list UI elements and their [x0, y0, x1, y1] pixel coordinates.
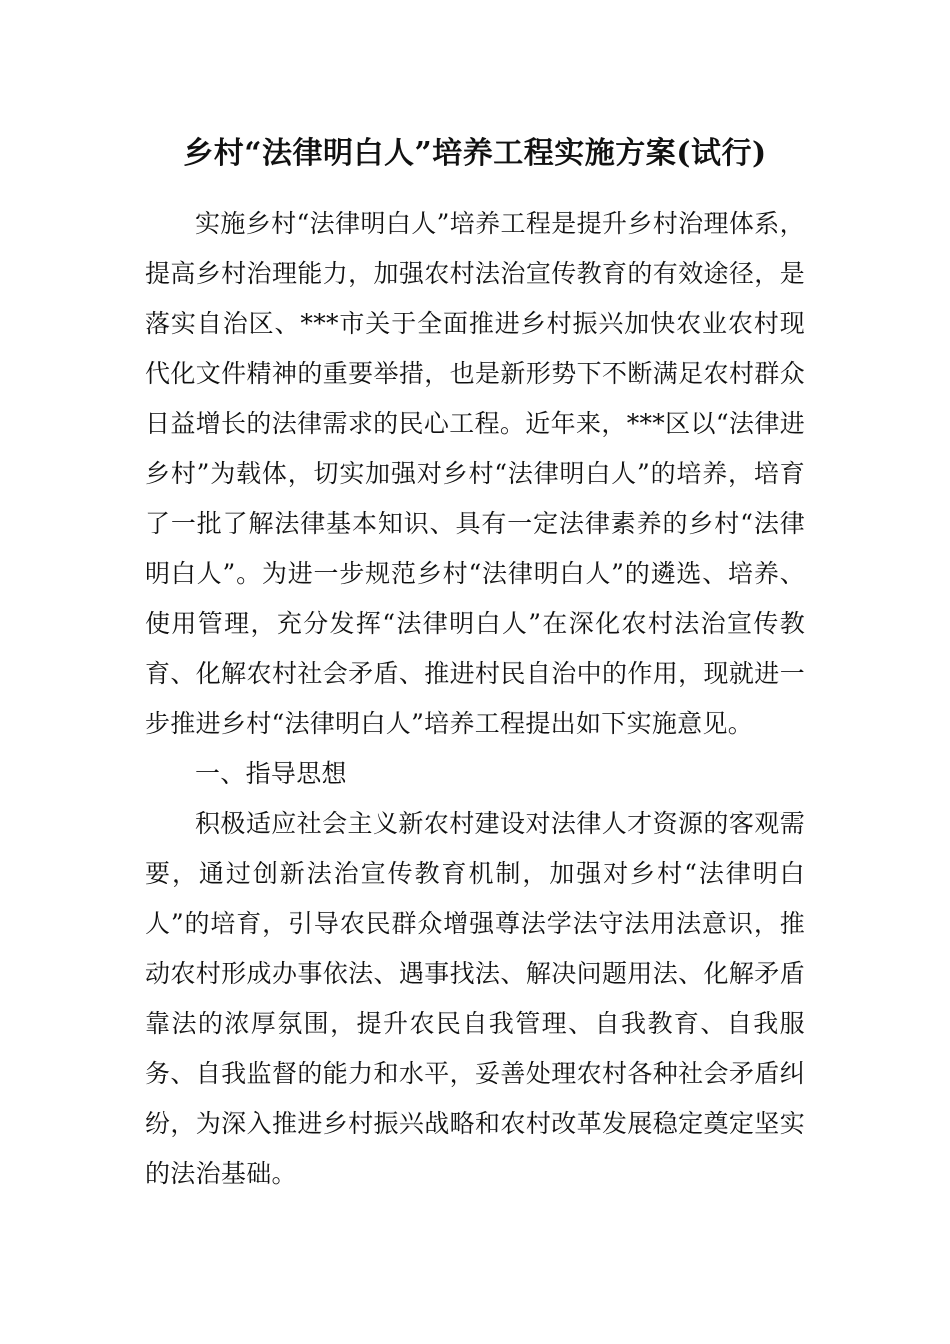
document-body: [145, 199, 805, 1199]
document-title: 乡村“法律明白人”培养工程实施方案(试行): [183, 136, 767, 171]
intro-paragraph: 实施乡村“法律明白人”培养工程是提升乡村治理体系，提高乡村治理能力，加强农村法治宣传教育的有效途径，是落实自治区、***市关于全面推进乡村振兴加快农业农村现代化文件精神的重要举措，也是新形势下不断满足农村群众日益增长的法律需求的民心工程。近年来，***区以“法律进乡村”为载体，切实加强对乡村“法律明白人”的培养，培育了一批了解法律基本知识、具有一定法律素养的乡村“法律明白人”。为进一步规范乡村“法律明白人”的遴选、培养、使用管理，充分发挥“法律明白人”在深化农村法治宣传教育、化解农村社会矛盾、推进村民自治中的作用，现就进一步推进乡村“法律明白人”培养工程提出如下实施意见。: [145, 209, 805, 738]
section-heading-guiding-ideology: 一、指导思想: [195, 759, 347, 788]
guiding-ideology-paragraph: 积极适应社会主义新农村建设对法律人才资源的客观需要，通过创新法治宣传教育机制，加强对乡村“法律明白人”的培育，引导农民群众增强尊法学法守法用法意识，推动农村形成办事依法、遇事找法、解决问题用法、化解矛盾靠法的浓厚氛围，提升农民自我管理、自我教育、自我服务、自我监督的能力和水平，妥善处理农村各种社会矛盾纠纷，为深入推进乡村振兴战略和农村改革发展稳定奠定坚实的法治基础。: [145, 809, 805, 1188]
